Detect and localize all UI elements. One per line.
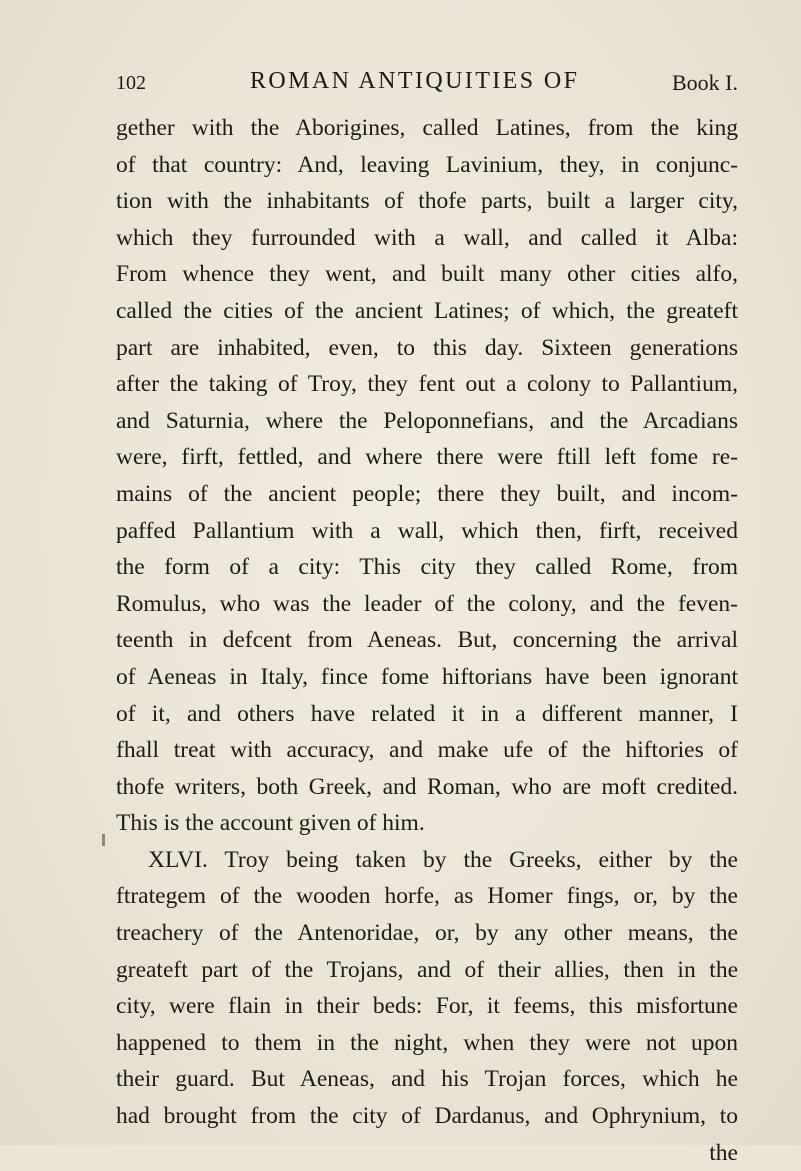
text-line: treachery of the Antenoridae, or, by any other means, the: [116, 920, 738, 947]
text-line: which they furrounded with a wall, and called it Alba:: [116, 224, 738, 251]
text-line: and Saturnia, where the Peloponnefians, and the Arcadians: [116, 407, 738, 434]
text-line: From whence they went, and built many other cities alfo,: [116, 261, 738, 288]
running-head: [116, 68, 738, 102]
text-line: the form of a city: This city they called Rome, from: [116, 554, 738, 581]
text-line: teenth in defcent from Aeneas. But, concerning the arrival: [116, 627, 738, 654]
text-line: mains of the ancient people; there they built, and incom-: [116, 480, 738, 507]
page-number: 102: [116, 72, 146, 94]
book-label: Book I.: [672, 70, 738, 95]
text-line: tion with the inhabitants of thofe parts, built a larger city,: [116, 188, 738, 215]
catchword: the: [709, 1139, 738, 1166]
text-line: city, were flain in their beds: For, it feems, this misfortune: [116, 993, 738, 1020]
text-line: were, firft, fettled, and where there were ftill left fome re-: [116, 444, 738, 471]
text-line: of that country: And, leaving Lavinium, they, in conjunc-: [116, 151, 738, 178]
section-heading-line: XLVI. Troy being taken by the Greeks, either by the: [148, 846, 738, 873]
running-title: ROMAN ANTIQUITIES OF: [250, 68, 580, 94]
text-line: gether with the Aborigines, called Latines, from the king: [116, 115, 738, 141]
text-line: of Aeneas in Italy, fince fome hiftorians have been ignorant: [116, 663, 738, 690]
text-line: paffed Pallantium with a wall, which then, firft, received: [116, 517, 738, 544]
text-line: of it, and others have related it in a different manner, I: [116, 700, 738, 727]
body-text: [116, 110, 738, 1171]
text-line: greateft part of the Trojans, and of their allies, then in the: [116, 956, 738, 983]
paragraph-end-line: This is the account given of him.: [116, 810, 425, 837]
text-line: fhall treat with accuracy, and make ufe of the hiftories of: [116, 737, 738, 764]
margin-mark: [102, 834, 105, 846]
text-line: thofe writers, both Greek, and Roman, who are moft credited.: [116, 773, 738, 800]
text-line: called the cities of the ancient Latines; of which, the greateft: [116, 297, 738, 324]
text-line: after the taking of Troy, they fent out a colony to Pallantium,: [116, 371, 738, 398]
text-line: had brought from the city of Dardanus, and Ophrynium, to: [116, 1103, 738, 1130]
text-line: ftrategem of the wooden horfe, as Homer fings, or, by the: [116, 883, 738, 910]
text-line: their guard. But Aeneas, and his Trojan forces, which he: [116, 1066, 738, 1093]
text-line: Romulus, who was the leader of the colony, and the feven-: [116, 590, 738, 617]
text-line: happened to them in the night, when they were not upon: [116, 1029, 738, 1056]
text-line: part are inhabited, even, to this day. Sixteen generations: [116, 334, 738, 361]
